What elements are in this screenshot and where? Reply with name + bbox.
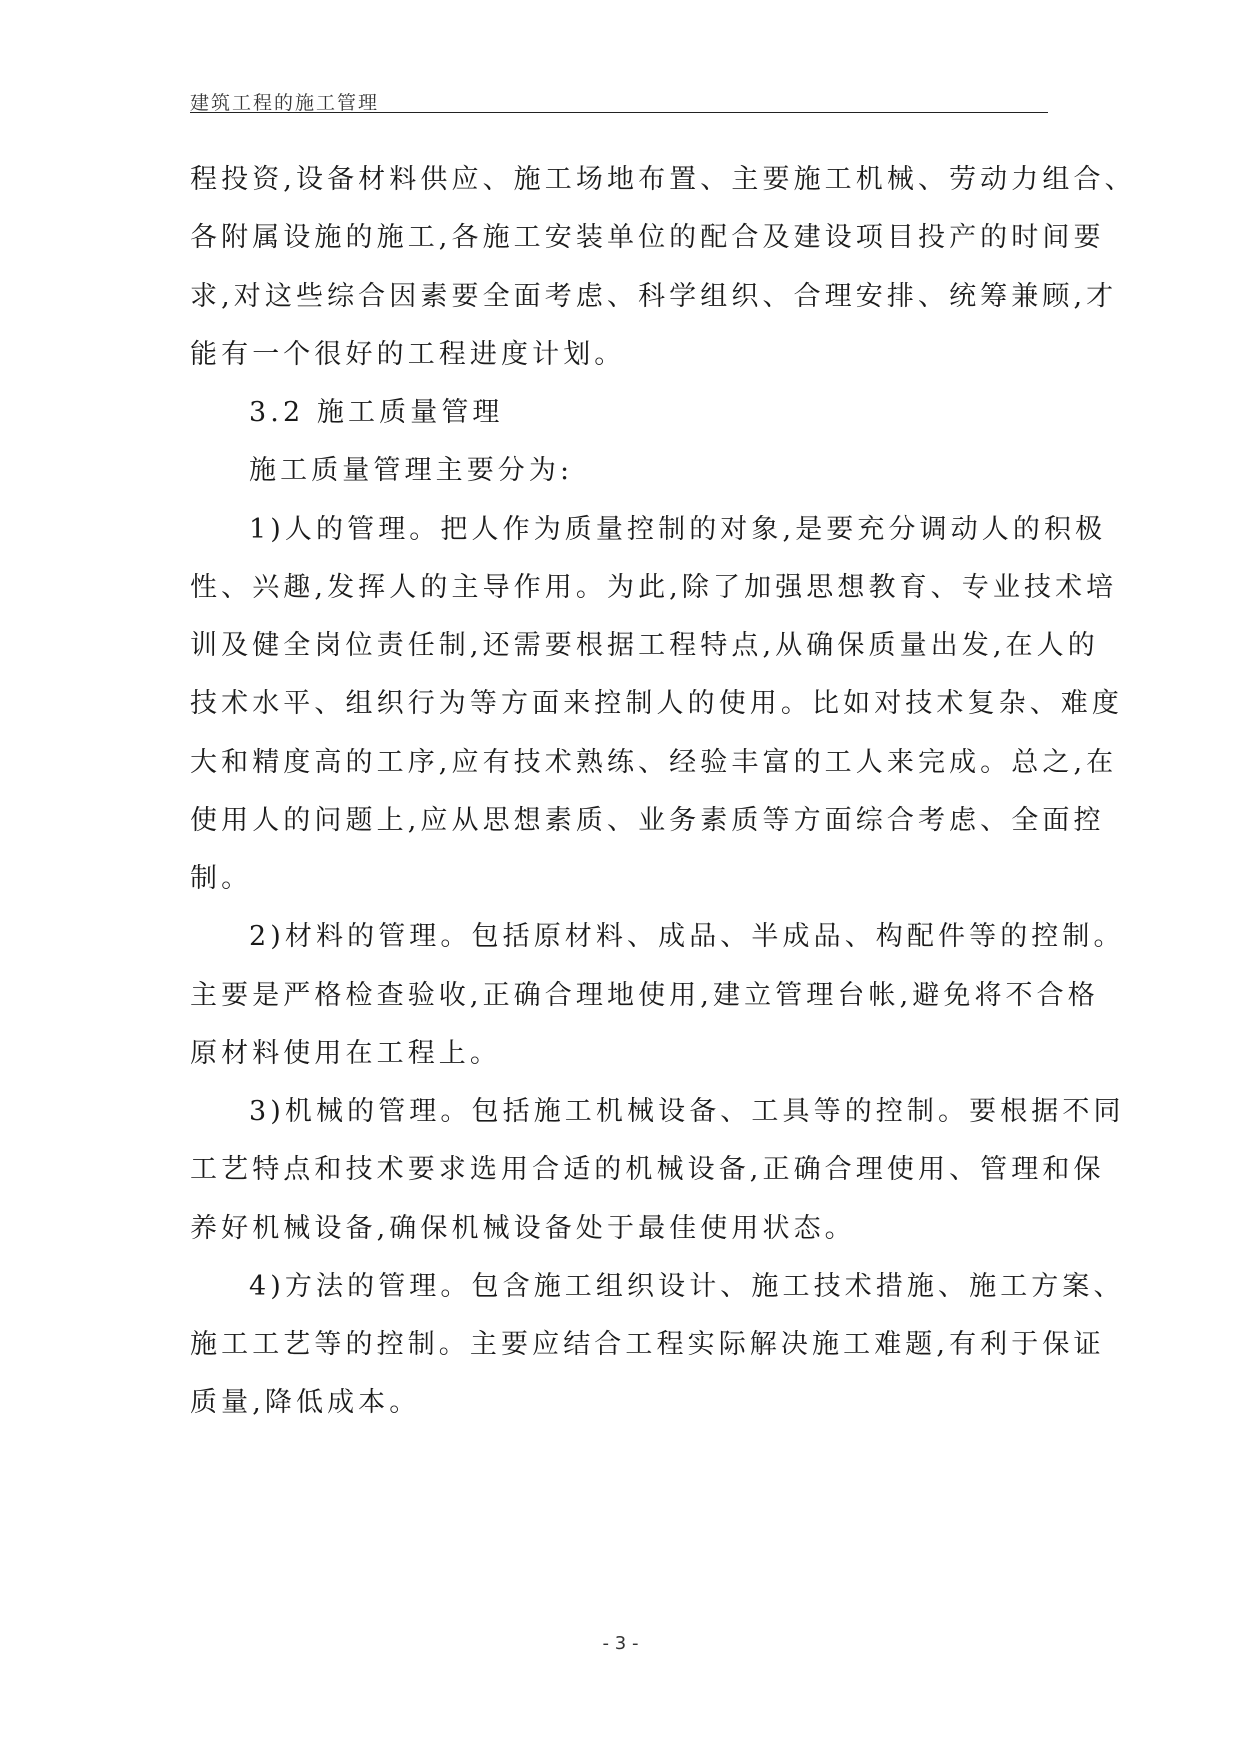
text-line: 程投资,设备材料供应、施工场地布置、主要施工机械、劳动力组合、 — [190, 164, 1136, 195]
header-divider — [190, 112, 1048, 113]
text-line: 求,对这些综合因素要全面考虑、科学组织、合理安排、统筹兼顾,才 — [190, 281, 1118, 312]
text-line: 制。 — [190, 863, 253, 894]
page-number: - 3 - — [602, 1633, 639, 1654]
paragraph-start: 3)机械的管理。包括施工机械设备、工具等的控制。要根据不同 — [249, 1096, 1125, 1127]
paragraph-start: 4)方法的管理。包含施工组织设计、施工技术措施、施工方案、 — [249, 1271, 1125, 1302]
text-line: 主要是严格检查验收,正确合理地使用,建立管理台帐,避免将不合格 — [190, 980, 1099, 1011]
text-line: 工艺特点和技术要求选用合适的机械设备,正确合理使用、管理和保 — [190, 1154, 1105, 1185]
paragraph-start: 1)人的管理。把人作为质量控制的对象,是要充分调动人的积极 — [249, 514, 1107, 545]
text-line: 施工质量管理主要分为: — [249, 455, 574, 486]
text-line: 施工工艺等的控制。主要应结合工程实际解决施工难题,有利于保证 — [190, 1329, 1105, 1360]
text-line: 养好机械设备,确保机械设备处于最佳使用状态。 — [190, 1213, 856, 1244]
text-line: 技术水平、组织行为等方面来控制人的使用。比如对技术复杂、难度 — [190, 688, 1123, 719]
text-line: 使用人的问题上,应从思想素质、业务素质等方面综合考虑、全面控 — [190, 805, 1105, 836]
text-line: 原材料使用在工程上。 — [190, 1038, 501, 1069]
paragraph-start: 2)材料的管理。包括原材料、成品、半成品、构配件等的控制。 — [249, 921, 1125, 952]
header-title: 建筑工程的施工管理 — [190, 92, 380, 114]
text-line: 大和精度高的工序,应有技术熟练、经验丰富的工人来完成。总之,在 — [190, 747, 1118, 778]
text-line: 各附属设施的施工,各施工安装单位的配合及建设项目投产的时间要 — [190, 222, 1105, 253]
text-line: 训及健全岗位责任制,还需要根据工程特点,从确保质量出发,在人的 — [190, 630, 1099, 661]
text-line: 质量,降低成本。 — [190, 1387, 421, 1418]
text-line: 能有一个很好的工程进度计划。 — [190, 339, 626, 370]
text-line: 性、兴趣,发挥人的主导作用。为此,除了加强思想教育、专业技术培 — [190, 572, 1118, 603]
section-heading: 3.2 施工质量管理 — [249, 397, 504, 428]
